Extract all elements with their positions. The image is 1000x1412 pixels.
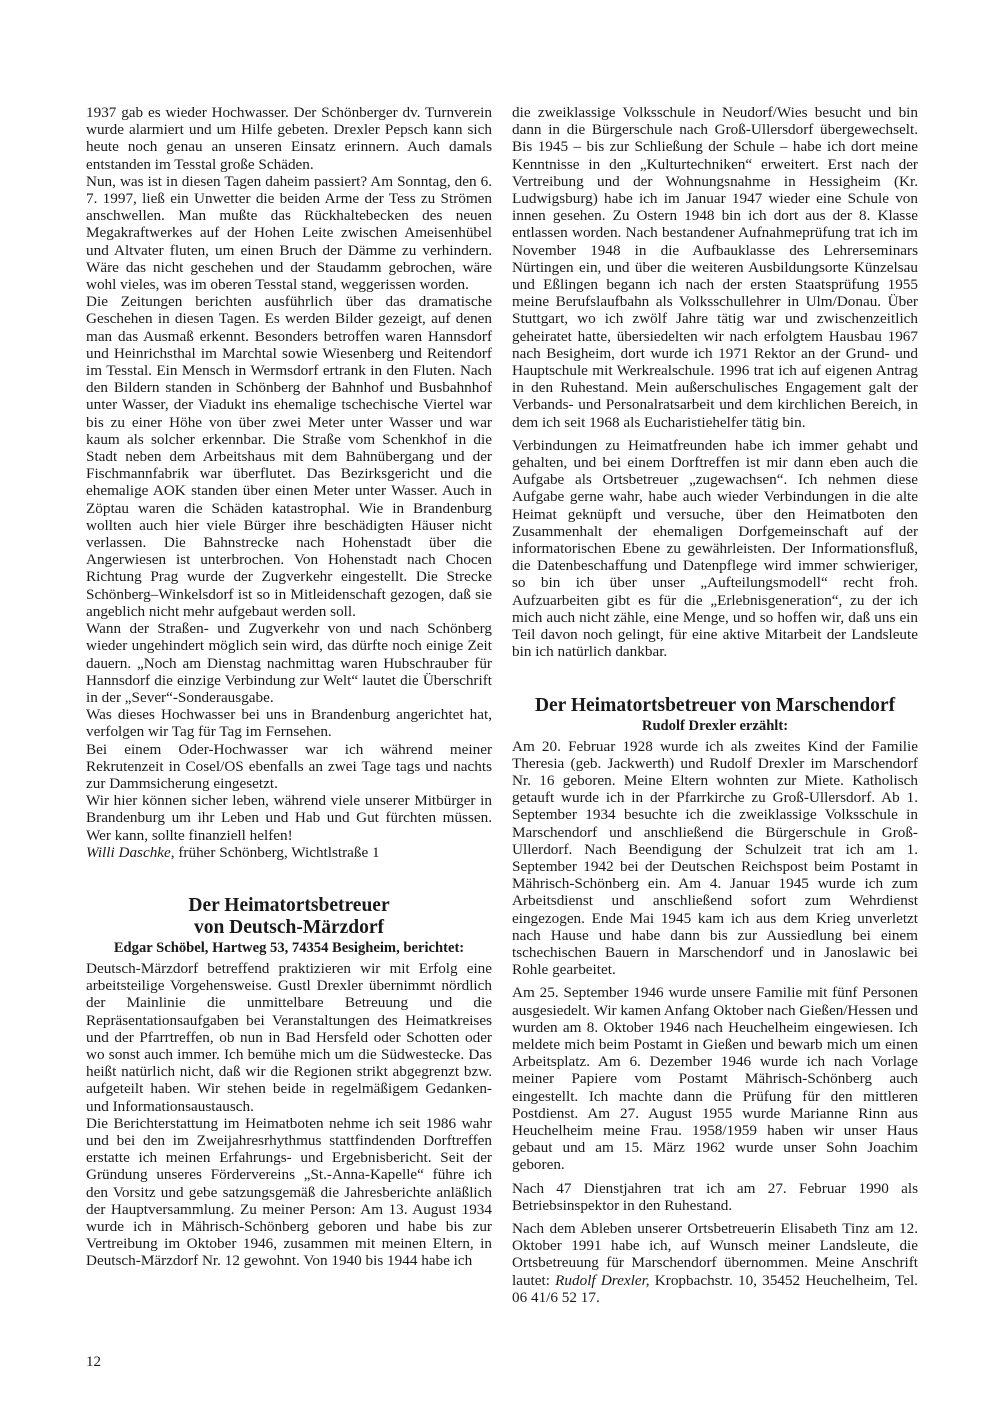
paragraph: Verbindungen zu Heimatfreunden habe ich immer gehabt und gehalten, und bei einem Dorftreffen ist mir dann eben auch die Aufgabe als Ortsbetreuer „zugewachsen“. Ich nehmen diese Aufgabe gerne wahr, habe auch wieder Verbindungen in die alte Heimat geknüpft und versuche, über den Heimatboten den Zusammenhalt der ehemaligen Dorfgemeinschaft auf der informatorischen Ebene zu gewährleisten. Der Informationsfluß, die Datenbeschaffung und Datenpflege wird immer schwieriger, so bin ich über unser „Aufteilungsmodell“ recht froh. Aufzuarbeiten gibt es für die „Erlebnisgeneration“, zu der ich mich auch nicht zähle, eine Menge, und so hoffen wir, daß uns ein Teil davon noch gelingt, für eine aktive Mitarbeit der Landsleute bin ich natürlich dankbar. [512,436,918,661]
paragraph: Am 25. September 1946 wurde unsere Familie mit fünf Personen ausgesiedelt. Wir kamen Anfang Oktober nach Gießen/Hessen und wurden am 8. Oktober 1946 nach Heuchelheim eingewiesen. Ich meldete mich beim Postamt in Gießen und bewarb mich um einen Arbeitsplatz. Am 6. Dezember 1946 wurde ich nach Vorlage meiner Papiere vom Postamt Mährisch-Schönberg auch eingestellt. Ich machte dann die Prüfung für den mittleren Postdienst. Am 27. August 1955 wurde Marianne Rinn aus Heuchelheim meine Frau. 1958/1959 haben wir unser Haus gebaut und am 15. März 1962 wurde unser Sohn Joachim geboren. [512,984,918,1174]
paragraph: Deutsch-Märzdorf betreffend praktizieren wir mit Erfolg eine arbeitsteilige Vorgehensweise. Gustl Drexler übernimmt nördlich der Mainlinie die unmittelbare Betreuung und die Repräsentationsaufgaben bei Veranstaltungen des Heimatkreises und der Pfarrtreffen, ob nun in Bad Hersfeld oder Schotten oder wo sonst auch immer. Ich bemühe mich um die Südwestecke. Das heißt natürlich nicht, daß wir die Regionen strikt abgegrenzt bzw. aufgeteilt haben. Wir stehen beide in regelmäßigem Gedanken- und Informationsaustausch. [86,959,492,1115]
paragraph: 1937 gab es wieder Hochwasser. Der Schönberger dv. Turnverein wurde alarmiert und um Hilfe gebeten. Drexler Pepsch kann sich heute noch genau an unseren Einsatz erinnern. Auch damals entstanden im Tesstal große Schäden. [86,104,492,173]
author-address: Kropbachstr. 10, 35452 Heuchelheim, Tel. 06 41/6 52 17. [512,1271,918,1306]
paragraph: Nach 47 Dienstjahren trat ich am 27. Februar 1990 als Betriebsinspektor in den Ruhestand. [512,1179,918,1214]
paragraph: Wann der Straßen- und Zugverkehr von und nach Schönberg wieder ungehindert möglich sein wird, das dürfte noch einige Zeit dauern. „Noch am Dienstag nachmittag waren Hubschrauber für Hannsdorf die einzige Verbindung zur Welt“ lautet die Überschrift in der „Sever“-Sonderausgabe. [86,620,492,706]
section-subheading: Edgar Schöbel, Hartweg 53, 74354 Besigheim, berichtet: [113,939,465,956]
left-column [86,104,492,1270]
paragraph [512,1220,918,1306]
paragraph: Wir hier können sicher leben, während viele unserer Mitbürger in Brandenburg um ihr Leben und Hab und Gut fürchten müssen. Wer kann, sollte finanziell helfen! [86,792,492,844]
section-heading-marschendorf: Der Heimatortsbetreuer von Marschendorf [534,694,896,716]
paragraph: Nun, was ist in diesen Tagen daheim passiert? Am Sonntag, den 6. 7. 1997, ließ ein Unwetter die beiden Arme der Tess zu Strömen anschwellen. Man mußte das Rückhaltebecken des neuen Megakraftwerkes auf der Hohen Leite zwischen Ameisenhübel und Altvater fluten, um einen Bruch der Dämme zu verhindern. Wäre das nicht geschehen und der Staudamm gebrochen, wäre wohl vieles, was im oberen Tesstal stand, weggerissen worden. [86,172,492,294]
paragraph-text: Nach dem Ableben unserer Ortsbetreuerin Elisabeth Tinz am 12. Oktober 1991 habe ich, auf Wunsch meiner Landsleute, die Ortsbetreuung für Marschendorf übernommen. Meine Anschrift lautet: [512,1219,918,1289]
signature-name: Willi Daschke, [86,843,175,861]
paragraph: Bei einem Oder-Hochwasser war ich während meiner Rekrutenzeit in Cosel/OS ebenfalls an zwei Tage tags und nachts zur Dammsicherung eingesetzt. [86,740,492,792]
author-name: Rudolf Drexler, [555,1271,650,1289]
paragraph: Die Berichterstattung im Heimatboten nehme ich seit 1986 wahr und bei den im Zweijahresrhythmus stattfindenden Dorftreffen erstatte ich meinen Erfahrungs- und Ergebnisbericht. Seit der Gründung unseres Fördervereins „St.-Anna-Kapelle“ führe ich den Vorsitz und gebe satzungsgemäß die Jahresberichte anläßlich der Hauptversammlung. Zu meiner Person: Am 13. August 1934 wurde ich in Mährisch-Schönberg geboren und habe bis zur Vertreibung im Oktober 1946, zusammen mit meinen Eltern, in Deutsch-Märzdorf Nr. 12 gewohnt. Von 1940 bis 1944 habe ich [86,1114,492,1270]
section-heading-line: von Deutsch-Märzdorf [193,916,385,938]
paragraph: Am 20. Februar 1928 wurde ich als zweites Kind der Familie Theresia (geb. Jackwerth) und Rudolf Drexler im Marschendorf Nr. 16 geboren. Meine Eltern wohnten zur Miete. Katholisch getauft wurde ich in der Pfarrkirche zu Groß-Ullersdorf. Ab 1. September 1934 besuchte ich die zweiklassige Volksschule in Marschendorf und anschließend die Bürgerschule in Groß-Ullerdorf. Nach Beendigung der Schulzeit trat ich am 1. September 1942 bei der Deutschen Reichspost beim Postamt in Mährisch-Schönberg ein. Am 4. Januar 1945 wurde ich zum Arbeitsdienst und anschließend sofort zum Wehrdienst eingezogen. Ende Mai 1945 kam ich aus dem Krieg unverletzt nach Hause und habe dann bis zur Aussiedlung bei einem tschechischen Bauern in Marschendorf und in Janoslawic bei Rohle gearbeitet. [512,737,918,979]
section-heading-line: Der Heimatortsbetreuer [188,894,390,916]
signature [86,844,492,861]
section-heading-deutsch-maerzdorf [86,895,492,939]
signature-address: früher Schönberg, Wichtlstraße 1 [174,843,380,861]
paragraph: Die Zeitungen berichten ausführlich über das dramatische Geschehen in diesen Tagen. Es werden Bilder gezeigt, auf denen man das Ausmaß erkennt. Besonders betroffen waren Hannsdorf und Heinrichsthal im Marchtal sowie Wiesenberg und Reitendorf im Tesstal. Ein Mensch in Wermsdorf ertrank in den Fluten. Nach den Bildern standen in Schönberg der Bahnhof und Busbahnhof unter Wasser, der Viadukt ins ehemalige tschechische Viertel war bis zu einer Höhe von über zwei Meter unter Wasser und war kaum als solcher erkennbar. Die Straße vom Schenkhof in die Stadt neben dem Arbeitshaus mit dem Bahnübergang und der Fischmannfabrik war überflutet. Das Bezirksgericht und die ehemalige AOK standen über einen Meter unter Wasser. Auch in Zöptau waren die Schäden katastrophal. Wie in Brandenburg wollten auch hier viele Bürger ihre beschädigten Häuser nicht verlassen. Die Bahnstrecke nach Hohenstadt über die Angerwiesen ist unterbrochen. Von Hohenstadt nach Chocen Richtung Prag wurde der Zugverkehr eingestellt. Die Strecke Schönberg–Winkelsdorf ist so in Mitleidenschaft gezogen, daß sie angeblich nicht mehr aufgebaut werden soll. [86,293,492,620]
section-subheading: Rudolf Drexler erzählt: [641,717,789,734]
paragraph: Was dieses Hochwasser bei uns in Brandenburg angerichtet hat, verfolgen wir Tag für Tag im Fernsehen. [86,706,492,741]
page-number: 12 [86,1354,101,1370]
right-column [512,104,918,1306]
paragraph: die zweiklassige Volksschule in Neudorf/Wies besucht und bin dann in die Bürgerschule nach Groß-Ullersdorf übergewechselt. Bis 1945 – bis zur Schließung der Schule – habe ich dort meine Kenntnisse in den „Kulturtechniken“ erweitert. Erst nach der Vertreibung und der Wohnungsnahme in Hessigheim (Kr. Ludwigsburg) habe ich im Januar 1947 wieder eine Schule von innen gesehen. Zu Ostern 1948 bin ich dort aus der 8. Klasse entlassen worden. Nach bestandener Aufnahmeprüfung trat ich im November 1948 in die Aufbauklasse des Lehrerseminars Nürtingen ein, und über die weiteren Ausbildungsorte Künzelsau und Eßlingen begann ich nach der ersten Staatsprüfung 1955 meine Berufslaufbahn als Volksschullehrer in Ulm/Donau. Über Stuttgart, wo ich zwölf Jahre tätig war und zwischenzeitlich geheiratet hatte, übersiedelten wir nach erfolgtem Hausbau 1967 nach Besigheim, dort wurde ich 1971 Rektor an der Grund- und Hauptschule mit Werkrealschule. 1996 trat ich auf eigenen Antrag in den Ruhestand. Mein außerschulisches Engagement galt der Verbands- und Personalratsarbeit und dem kirchlichen Bereich, in dem ich seit 1968 als Eucharistiehelfer tätig bin. [512,104,918,431]
